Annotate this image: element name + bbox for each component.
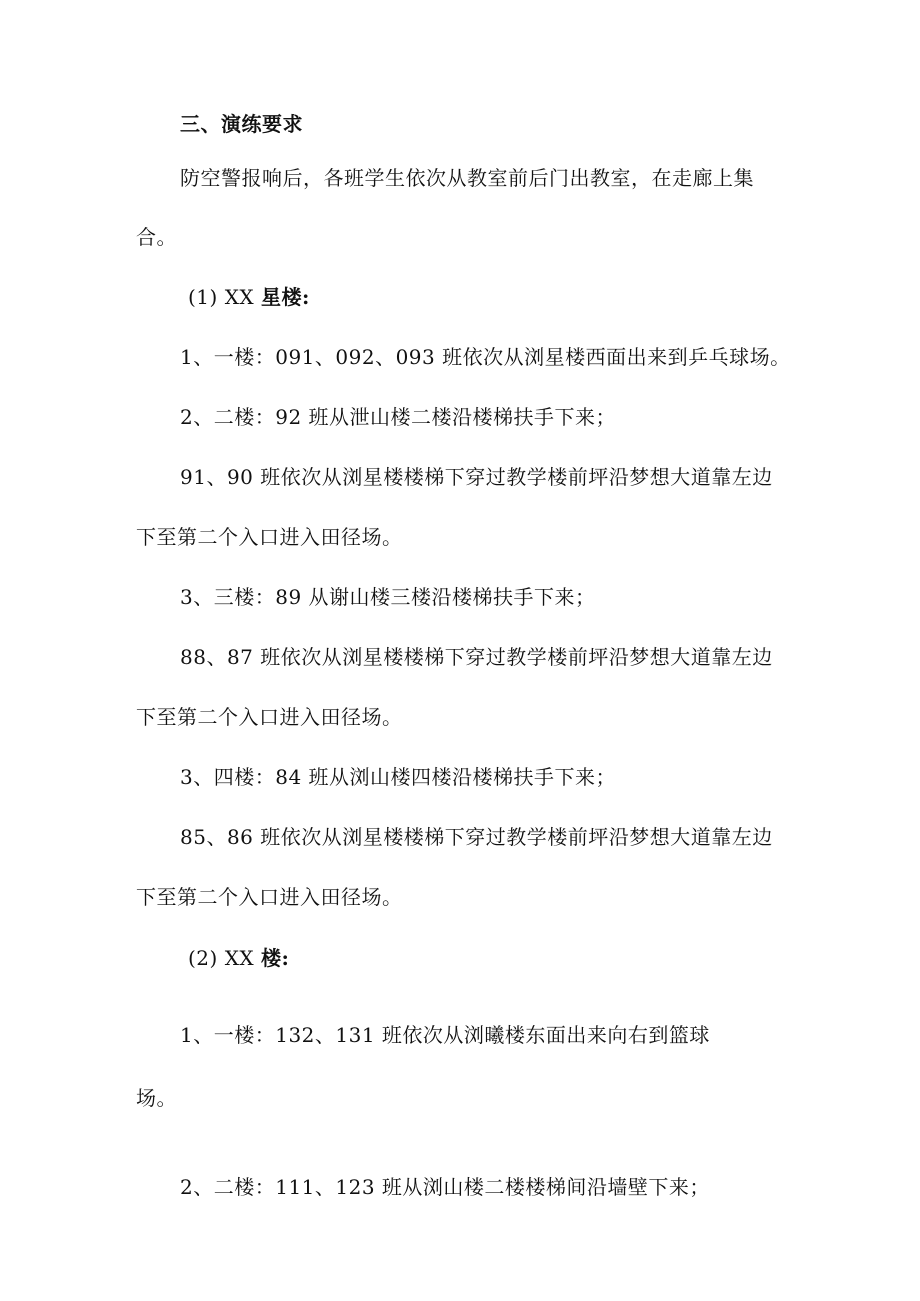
b1-floor3-line-b1: 88、87 班依次从浏星楼楼梯下穿过教学楼前坪沿梦想大道靠左边 [180, 645, 773, 669]
b2-floor1-line-b: 场。 [136, 1086, 177, 1110]
b1-floor4-line-b1: 85、86 班依次从浏星楼楼梯下穿过教学楼前坪沿梦想大道靠左边 [180, 825, 773, 849]
b1-floor2-line-b1: 91、90 班依次从浏星楼楼梯下穿过教学楼前坪沿梦想大道靠左边 [180, 465, 773, 489]
building-1-prefix: (1) XX [188, 285, 255, 309]
section-heading: 三、演练要求 [180, 112, 303, 136]
b1-floor2-line-a: 2、二楼：92 班从泄山楼二楼沿楼梯扶手下来； [180, 405, 617, 429]
intro-paragraph-line-2: 合。 [136, 225, 177, 249]
b1-floor1-line: 1、一楼：091、092、093 班依次从浏星楼西面出来到乒乓球场。 [180, 345, 791, 369]
building-2-prefix: (2) XX [188, 946, 255, 970]
building-1-name: 星楼: [261, 285, 310, 309]
building-1-heading [188, 283, 310, 311]
b1-floor4-line-a: 3、四楼：84 班从浏山楼四楼沿楼梯扶手下来； [180, 765, 617, 789]
building-2-heading [188, 944, 289, 972]
b2-floor2-line: 2、二楼：111、123 班从浏山楼二楼楼梯间沿墙壁下来； [180, 1175, 710, 1199]
b1-floor3-line-b2: 下至第二个入口进入田径场。 [136, 705, 403, 729]
b1-floor3-line-a: 3、三楼：89 从谢山楼三楼沿楼梯扶手下来； [180, 585, 596, 609]
intro-paragraph-line-1: 防空警报响后，各班学生依次从教室前后门出教室，在走廊上集 [180, 166, 754, 190]
b1-floor4-line-b2: 下至第二个入口进入田径场。 [136, 885, 403, 909]
building-2-name: 楼: [261, 946, 290, 970]
b2-floor1-line-a: 1、一楼：132、131 班依次从浏曦楼东面出来向右到篮球 [180, 1023, 710, 1047]
b1-floor2-line-b2: 下至第二个入口进入田径场。 [136, 525, 403, 549]
